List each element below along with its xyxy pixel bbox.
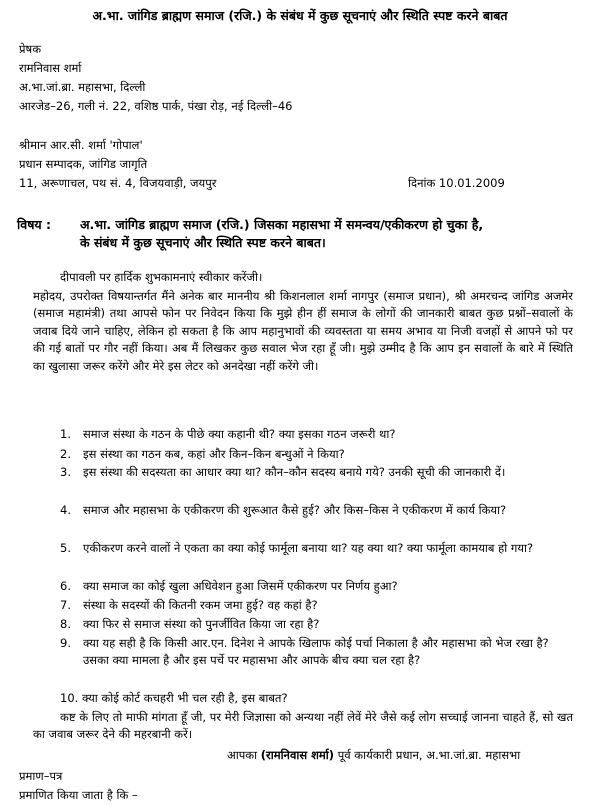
list-item (60, 502, 570, 519)
list-item-text: संस्था के सदस्यों की कितनी रकम जमा हुई? वह कहां है? (83, 598, 318, 612)
signoff-designation: पूर्व कार्यकारी प्रधान, अ.भा.जां.ब्रा. महासभा (337, 748, 521, 762)
greeting: दीपावली पर हार्दिक शुभकामनाएं स्वीकार करेंजी। (60, 270, 263, 284)
list-item-text: क्या यह सही है कि किसी आर.एन. दिनेश ने आपके खिलाफ कोई पर्चा निकाला है और महासभा को भेज रखा है? उसका क्या मामला है और इस पर्चे पर महासभा और आपके बीच क्या चल रहा है? (83, 636, 549, 667)
letter-title: अ.भा. जांगिड ब्राह्मण समाज (रजि.) के संबंध में कुछ सूचनाएं और स्थिति स्पष्ट करने बाबत (92, 8, 508, 23)
certificate-heading: प्रमाण–पत्र (19, 769, 63, 783)
list-item-text: क्या फिर से समाज संस्था को पुनर्जीवित किया जा रहा है? (83, 617, 320, 631)
subject-line-1: अ.भा. जांगिड ब्राह्मण समाज (रजि.) जिसका महासभा में समन्वय/एकीकरण हो चुका है, (80, 217, 484, 232)
list-item-text (60, 690, 570, 707)
sender-label: प्रेषक (19, 42, 42, 56)
signoff (227, 748, 520, 763)
list-item (60, 464, 570, 481)
list-item-text: इस संस्था की सदस्यता का आधार क्या था? कौन–कौन सदस्य बनाये गये? उनकी सूची की जानकारी दें। (83, 465, 506, 479)
list-item-text: एकीकरण करने वालों ने एकता का क्या कोई फार्मूला बनाया था? यह क्या था? क्या फार्मूला कामयाब हो गया? (83, 541, 534, 555)
list-item-number: 10. (60, 691, 79, 705)
list-item (60, 426, 570, 443)
list-item-number: 5. (60, 541, 71, 555)
list-item-number: 9. (60, 636, 71, 650)
list-item-content: क्या कोई कोर्ट कचहरी भी चल रही है, इस बाबत? (81, 691, 288, 705)
subject-label: विषय : (17, 217, 52, 232)
list-item-text: समाज और महासभा के एकीकरण की शुरूआत कैसे हुई? और किस–किस ने एकीकरण में कार्य किया? (83, 503, 507, 517)
list-item (60, 446, 570, 463)
list-item-text: क्या समाज का कोई खुला अधिवेशन हुआ जिसमें एकीकरण पर निर्णय हुआ? (83, 579, 398, 593)
certificate-line: प्रमाणित किया जाता है कि – (19, 788, 138, 802)
signoff-name: (रामनिवास शर्मा) (260, 748, 335, 762)
recipient-address: 11, अरूणाचल, पथ सं. 4, विजयवाड़ी, जयपुर (19, 176, 217, 190)
list-item (60, 540, 570, 557)
list-item (60, 690, 570, 707)
list-item-text: इस संस्था का गठन कब, कहां और किन–किन बन्धुओं ने किया? (83, 447, 345, 461)
list-item (60, 616, 570, 633)
recipient-title: प्रधान सम्पादक, जांगिड जागृति (19, 157, 148, 171)
sender-org: अ.भा.जां.ब्रा. महासभा, दिल्ली (19, 80, 146, 94)
closing-paragraph: कष्ट के लिए तो माफी मांगता हूँ जी, पर मेरी जिज्ञासा को अन्यथा नहीं लेवें मेरे जैसे कई लोग सच्चाई जानना चाहते हैं, सो खत का जवाब जरूर देने की महरबानी करें। (33, 710, 573, 742)
subject-line-2: के संबंध में कुछ सूचनाएं और स्थिति स्पष्ट करने बाबत। (80, 235, 326, 250)
list-item-number: 1. (60, 427, 71, 441)
list-item-number: 4. (60, 503, 71, 517)
list-item-number: 6. (60, 579, 71, 593)
body-paragraph: महोदय, उपरोक्त विषयान्तर्गत मैंने अनेक बार माननीय श्री किशनलाल शर्मा नागपुर (समाज प्रधान), श्री अमरचन्द जांगिड अजमेर (समाज महामंत्री) तथा आपसे फोन पर निवेदन किया कि मुझे हीन हीं समाज के लोगों की जानकारी बाबत कुछ प्रश्नों–सवालों के जवाब दिये जाने चाहिए, लेकिन हो सकता है कि आप महानुभावों की व्यवस्तता या समय अभाव या निजी वजहों से आपने फो पर की गई बातों पर गौर नहीं किया। अब मैं लिखकर कुछ सवाल भेज रहा हूँ जी। मुझे उम्मीद है कि आप इन सवालों के बारे में स्थिति का खुलासा जरूर करेंगे और मेरे इस लेटर को अनदेखा नहीं करेंगे जी। (33, 289, 573, 373)
list-item (60, 597, 570, 614)
sender-address: आरजेड–26, गली नं. 22, वशिष्ठ पार्क, पंखा रोड़, नई दिल्ली–46 (19, 99, 293, 113)
recipient-name: श्रीमान आर.सी. शर्मा 'गोपाल' (19, 138, 143, 152)
list-item (60, 578, 570, 595)
signoff-prefix: आपका (227, 748, 258, 762)
list-item (60, 635, 570, 669)
list-item-number: 7. (60, 598, 71, 612)
letter-date: दिनांक 10.01.2009 (408, 176, 505, 190)
list-item-text: समाज संस्था के गठन के पीछे क्या कहानी थी? क्या इसका गठन जरूरी था? (83, 427, 396, 441)
list-item-number: 8. (60, 617, 71, 631)
list-item-number: 2. (60, 447, 71, 461)
sender-name: रामनिवास शर्मा (19, 61, 82, 75)
list-item-number: 3. (60, 465, 71, 479)
